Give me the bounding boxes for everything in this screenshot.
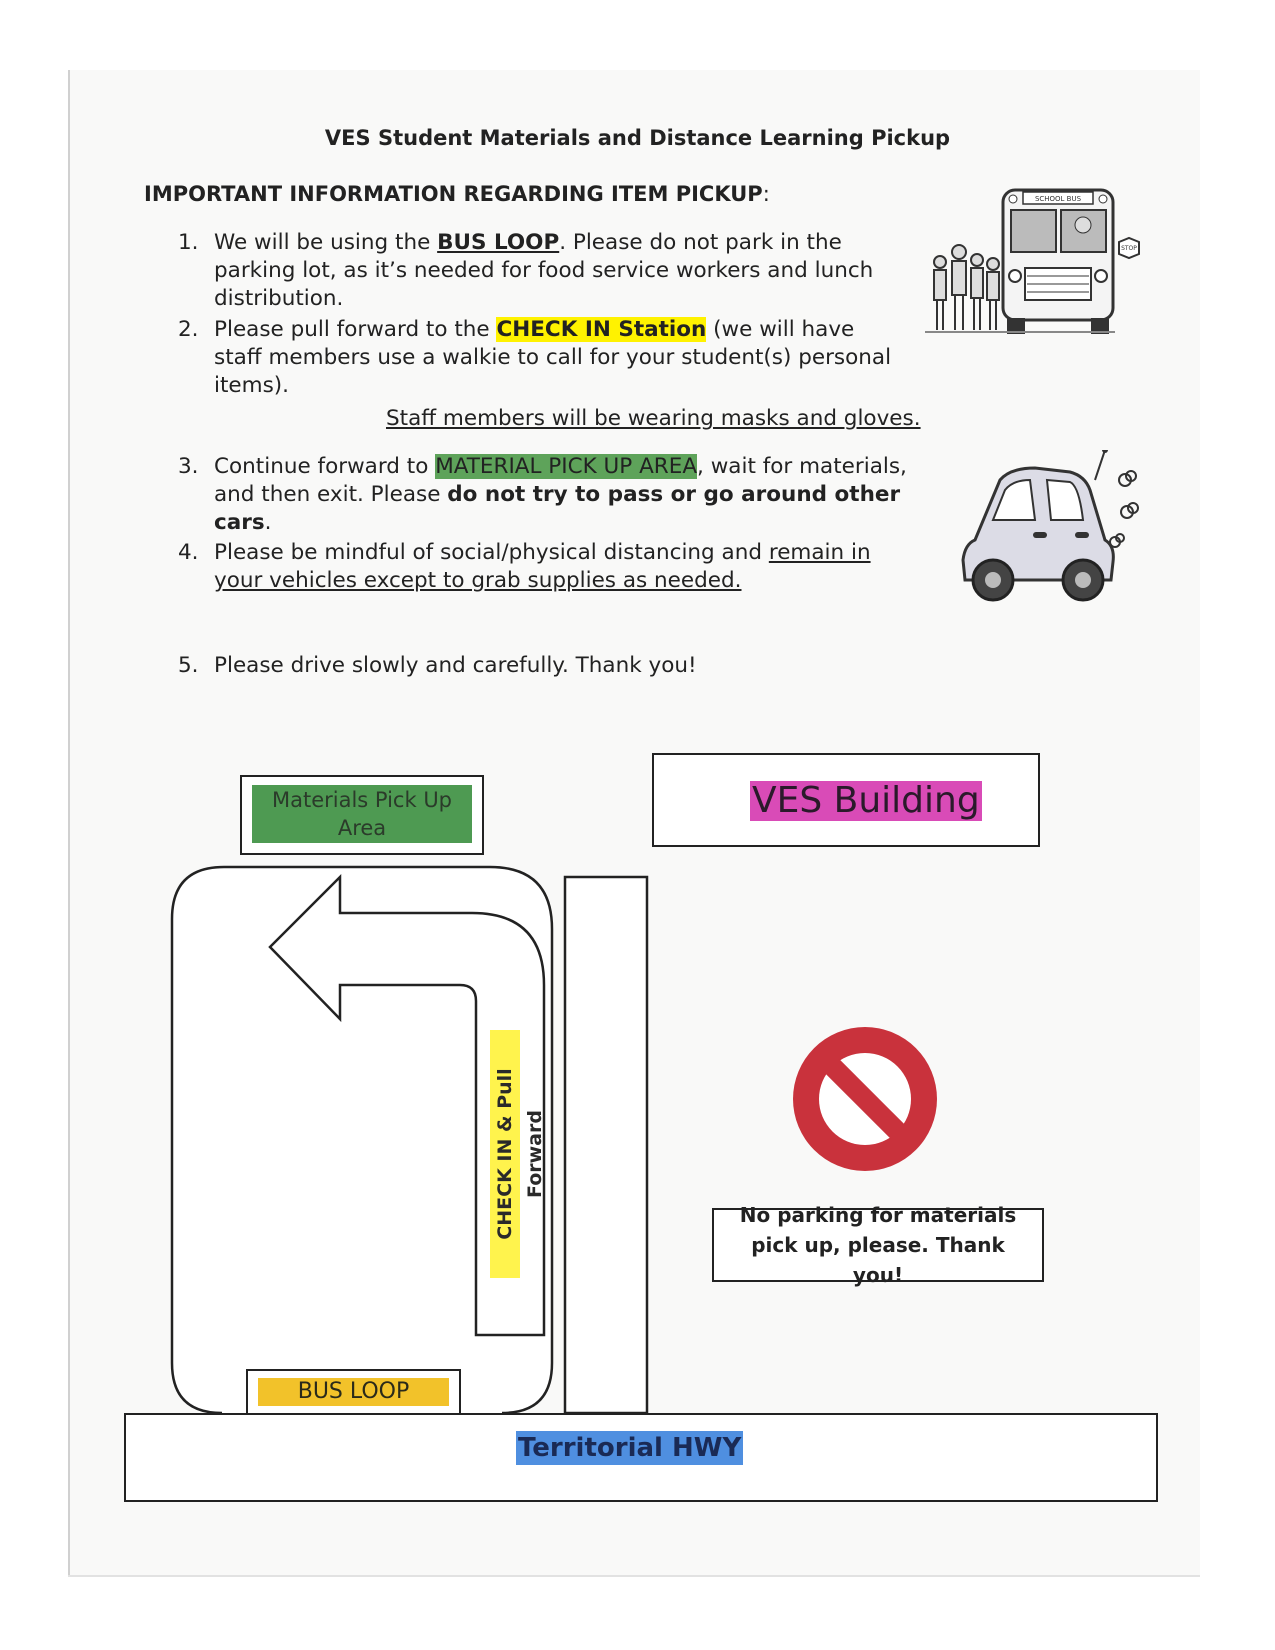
warning-bold: do not try to pass or go around other cars xyxy=(214,482,901,535)
highway-box xyxy=(124,1413,1158,1502)
no-parking-icon xyxy=(792,1026,938,1172)
materials-pickup-label: Materials Pick Up Area xyxy=(252,785,472,843)
list-number: 2. xyxy=(178,317,199,342)
list-number: 5. xyxy=(178,653,199,678)
staff-note: Staff members will be wearing masks and gloves. xyxy=(386,406,921,431)
list-number: 3. xyxy=(178,454,199,479)
remain-in-vehicle-underline: remain in your vehicles except to grab supplies as needed. xyxy=(214,540,871,593)
bus-loop-road-map xyxy=(160,855,660,1415)
check-in-highlight: CHECK IN Station xyxy=(496,317,707,342)
item-text: , wait for materials, and then exit. Please xyxy=(214,454,907,507)
section-heading xyxy=(144,182,770,206)
section-heading-colon: : xyxy=(762,182,770,206)
highway-label: Territorial HWY xyxy=(518,1433,742,1463)
item-text: Please drive slowly and carefully. Thank you! xyxy=(214,653,697,678)
bus-loop-emphasis: BUS LOOP xyxy=(437,230,560,255)
no-parking-note xyxy=(712,1203,1044,1287)
material-area-highlight: MATERIAL PICK UP AREA xyxy=(435,454,698,479)
item-text: Please be mindful of social/physical distancing and xyxy=(214,540,769,565)
entry-lane-divider xyxy=(565,877,647,1413)
list-number: 4. xyxy=(178,540,199,565)
check-in-label: CHECK IN & Pull Forward xyxy=(490,1030,520,1278)
item-text: . xyxy=(264,510,272,535)
bus-sign-text: SCHOOL BUS xyxy=(1034,195,1082,203)
item-text: Continue forward to xyxy=(214,454,436,479)
school-bus-illustration xyxy=(925,180,1145,345)
item-text: (we will have staff members use a walkie to call for your student(s) personal items). xyxy=(214,317,892,398)
car-illustration xyxy=(955,450,1145,620)
check-in-label-wrap xyxy=(490,1030,546,1278)
ves-building-box xyxy=(652,753,1040,847)
list-number: 1. xyxy=(178,230,199,255)
item-text: Please pull forward to the xyxy=(214,317,497,342)
page-title: VES Student Materials and Distance Learning Pickup xyxy=(324,126,951,150)
bus-stop-sign-text: STOP xyxy=(1121,245,1137,252)
item-text: We will be using the xyxy=(214,230,438,255)
ves-building-label: VES Building xyxy=(752,780,980,821)
bus-loop-box xyxy=(246,1369,461,1415)
bus-loop-label: BUS LOOP xyxy=(258,1378,449,1406)
section-heading-text: IMPORTANT INFORMATION REGARDING ITEM PICKUP xyxy=(144,182,763,206)
item-text: . Please do not park in the parking lot, as it’s needed for food service workers and lunch distribution. xyxy=(214,230,874,311)
materials-area-box xyxy=(240,775,484,855)
no-parking-note-text: No parking for materials pick up, please. Thank you! xyxy=(739,1203,1017,1287)
